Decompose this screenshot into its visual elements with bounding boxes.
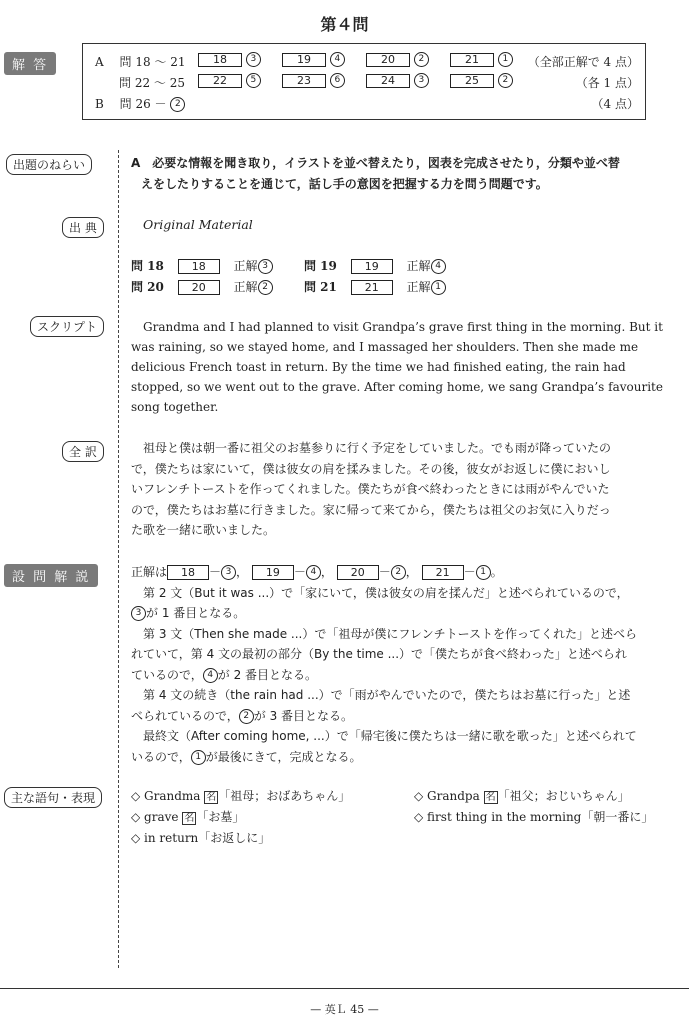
answer-summary: 正解は 18 － 3 ， 19 － 4 ， 20 － 2 ， 21 － 1 。 bbox=[131, 565, 503, 579]
page-number: — 英Ｌ 45 — bbox=[310, 1003, 379, 1016]
answer-item: 18 3 bbox=[198, 52, 261, 67]
script-label: スクリプト bbox=[30, 316, 104, 337]
section-divider bbox=[118, 150, 119, 968]
vocab-item: ◇ grave 名 「お墓」 bbox=[131, 810, 245, 824]
answer-item: 21 1 bbox=[450, 52, 513, 67]
vocab-label: 主な語句・表現 bbox=[4, 787, 102, 808]
answer-circle: 2 bbox=[498, 73, 513, 88]
range-label: 問 18 ～ 21 bbox=[119, 55, 186, 69]
range-label: 問 22 ～ 25 bbox=[119, 76, 185, 90]
aim-text: A 必要な情報を聞き取り，イラストを並べ替えたり，図表を完成させたり，分類や並べ替 えをしたりすることを通じて，話し手の意図を把握する力を問う問題です。 bbox=[131, 156, 620, 191]
source-text: Original Material bbox=[143, 217, 253, 232]
answer-label: 解 答 bbox=[4, 52, 56, 75]
answer-item: 20 2 bbox=[366, 52, 429, 67]
page-title: 第４問 bbox=[320, 15, 369, 34]
answer-circle: 5 bbox=[246, 73, 261, 88]
vocab-item: ◇ Grandpa 名 「祖父；おじいちゃん」 bbox=[414, 789, 630, 803]
answer-row-1 bbox=[95, 53, 185, 70]
answer-item: 23 6 bbox=[282, 73, 345, 88]
question-row: 問 21 21 正解 1 bbox=[304, 278, 446, 295]
source-label: 出 典 bbox=[62, 217, 104, 238]
answer-circle: 6 bbox=[330, 73, 345, 88]
question-row: 問 18 18 正解 3 bbox=[131, 257, 273, 274]
question-row: 問 19 19 正解 4 bbox=[304, 257, 446, 274]
score-note: （全部正解で 4 点） bbox=[527, 55, 639, 69]
part-a-label: A bbox=[95, 55, 104, 69]
explanation-label: 設 問 解 説 bbox=[4, 564, 98, 587]
range-label: 問 26 － bbox=[119, 97, 167, 111]
answer-circle: 3 bbox=[414, 73, 429, 88]
answer-circle: 4 bbox=[330, 52, 345, 67]
score-note: （4 点） bbox=[591, 97, 639, 111]
vocab-item: ◇ first thing in the morning「朝一番に」 bbox=[414, 810, 654, 824]
answer-item: 19 4 bbox=[282, 52, 345, 67]
vocab-item: ◇ in return「お返しに」 bbox=[131, 831, 271, 845]
footer-rule bbox=[0, 988, 689, 989]
answer-circle: 1 bbox=[498, 52, 513, 67]
script-text: Grandma and I had planned to visit Grandpa’s grave first thing in the morning. But it was raining, so we stayed home, and I massaged her shoulders. Then she made me delicious French toast in return. By the time we had finished eating, the rain had stopped, so we went out to the grave. After coming home, we sang Grandpa’s favourite song together. bbox=[131, 320, 663, 414]
aim-label: 出題のねらい bbox=[6, 154, 92, 175]
question-row: 問 20 20 正解 2 bbox=[131, 278, 273, 295]
explanation-text: 正解は 18 － 3 ， 19 － 4 ， 20 － 2 ， 21 － 1 。 第 2 文（But it was ...）で「家にいて，僕は彼女の肩を揉んだ」と述べられているので， 3 が 1 番目となる。 第 3 文（Then she made ...）で「祖母が僕にフレンチトーストを作ってくれた」と述べら れていて，第 4 文の最初の部分（By the time ...）で「僕たちが食べ終わった」と述べられ ているので， 4 が 2 番目となる。 第 4 文の続き（the rain had ...）で「雨がやんでいたので，僕たちはお墓に行った」と述 べられているので， 2 が 3 番目となる。 最終文（After coming home, ...）で「帰宅後に僕たちは一緒に歌を歌った」と述べられて いるので， 1 が最後にきて，完成となる。 bbox=[131, 562, 676, 767]
answer-item: 22 5 bbox=[198, 73, 261, 88]
part-b-label: B bbox=[95, 97, 104, 111]
score-note: （各 1 点） bbox=[575, 76, 639, 90]
translation-text: 祖母と僕は朝一番に祖父のお墓参りに行く予定をしていました。でも雨が降っていたの で，僕たちは家にいて，僕は彼女の肩を揉みました。その後，彼女がお返しに僕においし いフレンチトーストを作ってくれました。僕たちが食べ終わったときには雨がやんでいた ので，僕たちはお墓に行きました。家に帰って来てから，僕たちは祖父のお気に入りだっ た歌を一緒に歌いました。 bbox=[131, 441, 612, 537]
answer-circle: 3 bbox=[246, 52, 261, 67]
vocab-item: ◇ Grandma 名 「祖母；おばあちゃん」 bbox=[131, 789, 351, 803]
answer-row-3 bbox=[95, 95, 185, 112]
answer-item: 25 2 bbox=[450, 73, 513, 88]
answer-circle: 2 bbox=[414, 52, 429, 67]
answer-item: 24 3 bbox=[366, 73, 429, 88]
answer-table bbox=[82, 43, 646, 120]
translation-label: 全 訳 bbox=[62, 441, 104, 462]
answer-circle: 2 bbox=[170, 97, 185, 112]
